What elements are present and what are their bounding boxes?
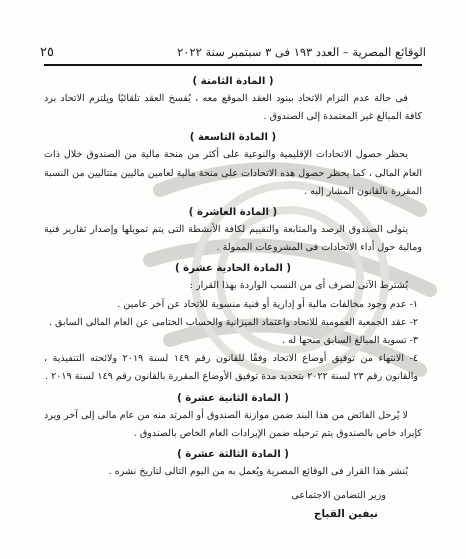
article-heading: ( المادة الثالثة عشرة ): [177, 449, 289, 461]
article-paragraph: لا يُرحل الفائض من هذا البند ضمن موازنة الصندوق أو المرتد منه من عام مالى إلى آخر ويرد كإيراد خاص بالصندوق يتم ترحيله ضمن الإيرادات العام الخاص بالصندوق .: [44, 409, 422, 439]
article-heading: ( المادة الثانية عشرة ): [177, 392, 289, 404]
article-heading: ( المادة التاسعة ): [189, 132, 277, 144]
article-12: [44, 390, 422, 443]
condition-item: ٣- تسوية المبالغ السابق منحها له .: [281, 335, 418, 347]
article-paragraph: فى حالة عدم التزام الاتحاد ببنود العقد الموقع معه ، يُفسخ العقد تلقائيًا ويلتزم الاتحاد برد كافة المبالغ غير المعتمدة إلى الصندوق .: [44, 93, 422, 123]
article-8: [44, 73, 422, 126]
article-heading: ( المادة الثامنة ): [192, 76, 274, 87]
article-9: [44, 129, 422, 201]
article-13: [44, 446, 422, 481]
header-divider: [44, 64, 422, 66]
article-paragraph: يتولى الصندوق الرصد والمتابعة والتقييم لكافة الأنشطة التى يتم تمويلها وإصدار تقارير فنية ومالية حول أداء الاتحادات فى المشروعات الممولة .: [44, 224, 422, 254]
article-paragraph: يُنشر هذا القرار فى الوقائع المصرية ويُعمل به من اليوم التالى لتاريخ نشره .: [108, 466, 408, 478]
condition-item: ٢- عقد الجمعية العمومية للاتحاد واعتماد الميزانية والحساب الختامى عن العام المالى السابق .: [48, 316, 418, 328]
signature-block: [44, 487, 422, 523]
article-paragraph: يحظر حصول الاتحادات الإقليمية والنوعية على أكثر من منحة مالية من الصندوق خلال ذات العام المالى ، كما يحظر حصول هذه الاتحادات على منحة مالية لعامين ماليين متتاليين من النسبة المقررة بالقانون المشار إليه .: [44, 149, 422, 197]
article-10: [44, 204, 422, 257]
page-header: [40, 42, 426, 62]
header-title: الوقائع المصرية – العدد ١٩٣ فى ٣ سبتمبر سنة ٢٠٢٢: [177, 45, 426, 59]
article-heading: ( المادة العاشرة ): [188, 207, 278, 219]
condition-item: ٤- الانتهاء من توفيق أوضاع الاتحاد وفقًا للقانون رقم ١٤٩ لسنة ٢٠١٩ ولائحته التنفيذية ، والقانون رقم ٢٣ لسنة ٢٠٢٢ بتحديد مدة توفيق الأوضاع المقررة بالقانون رقم ١٤٩ لسنة ٢٠١٩ .: [44, 353, 418, 383]
minister-name: نيفين القباج: [313, 508, 378, 521]
article-heading: ( المادة الحادية عشرة ): [174, 263, 292, 275]
document-body: [44, 70, 422, 553]
article-paragraph: يُشترط الآتى لصرف أى من النسب الواردة بهذا القرار :: [189, 280, 408, 292]
minister-title: وزير التضامن الاجتماعى: [291, 490, 386, 502]
article-11: [44, 260, 422, 386]
page-number: ٢٥: [40, 44, 54, 60]
condition-item: ١- عدم وجود مخالفات مالية أو إدارية أو فنية منسوبة للاتحاد عن آخر عامين .: [117, 298, 418, 310]
